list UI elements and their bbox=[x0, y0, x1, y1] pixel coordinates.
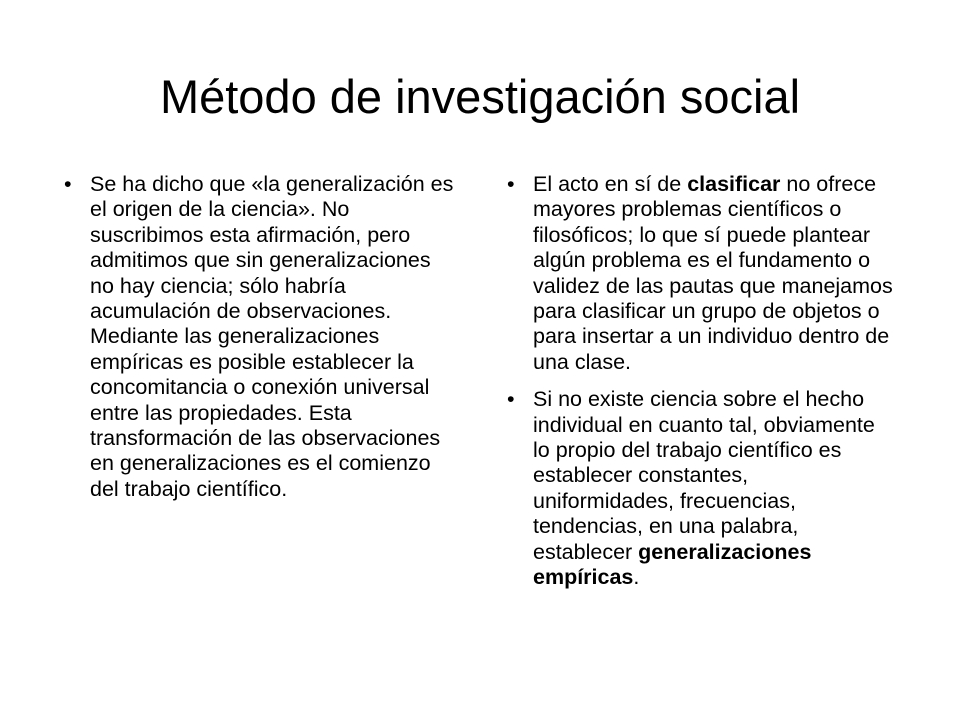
right-bullet-1-bold-term: clasificar bbox=[687, 172, 781, 196]
right-column bbox=[507, 172, 893, 603]
bullet-dot-icon: • bbox=[64, 172, 72, 196]
left-column bbox=[64, 172, 455, 514]
right-bullet-2-text-before: Si no existe ciencia sobre el hecho individual en cuanto tal, obviamente lo propio del trabajo científico es establecer constantes, uniformidades, frecuencias, tendencias, en una palabra, establecer bbox=[533, 387, 875, 564]
right-bullet-1 bbox=[507, 172, 893, 375]
left-bullet-1-text: Se ha dicho que «la generalización es el origen de la ciencia». No suscribimos esta afirmación, pero admitimos que sin generalizaciones no hay ciencia; sólo habría acumulación de observaciones. Mediante las generalizaciones empíricas es posible establecer la concomitancia o conexión universal entre las propiedades. Esta transformación de las observaciones en generalizaciones es el comienzo del trabajo científico. bbox=[90, 172, 454, 501]
slide-title: Método de investigación social bbox=[159, 70, 801, 123]
right-bullet-2-text-after: . bbox=[633, 565, 640, 590]
bullet-dot-icon: • bbox=[507, 387, 515, 412]
left-bullet-1 bbox=[64, 172, 455, 502]
bullet-dot-icon: • bbox=[507, 172, 515, 196]
right-bullet-1-text-after: no ofrece mayores problemas científicos o filosóficos; lo que sí puede plantear algún problema es el fundamento o validez de las pautas que manejamos para clasificar un grupo de objetos o para insertar a un individuo dentro de una clase. bbox=[533, 172, 893, 374]
right-bullet-2 bbox=[507, 387, 893, 590]
right-bullet-2-bold-term: generalizaciones empíricas bbox=[533, 539, 812, 590]
right-bullet-1-text-before: El acto en sí de bbox=[533, 172, 688, 196]
